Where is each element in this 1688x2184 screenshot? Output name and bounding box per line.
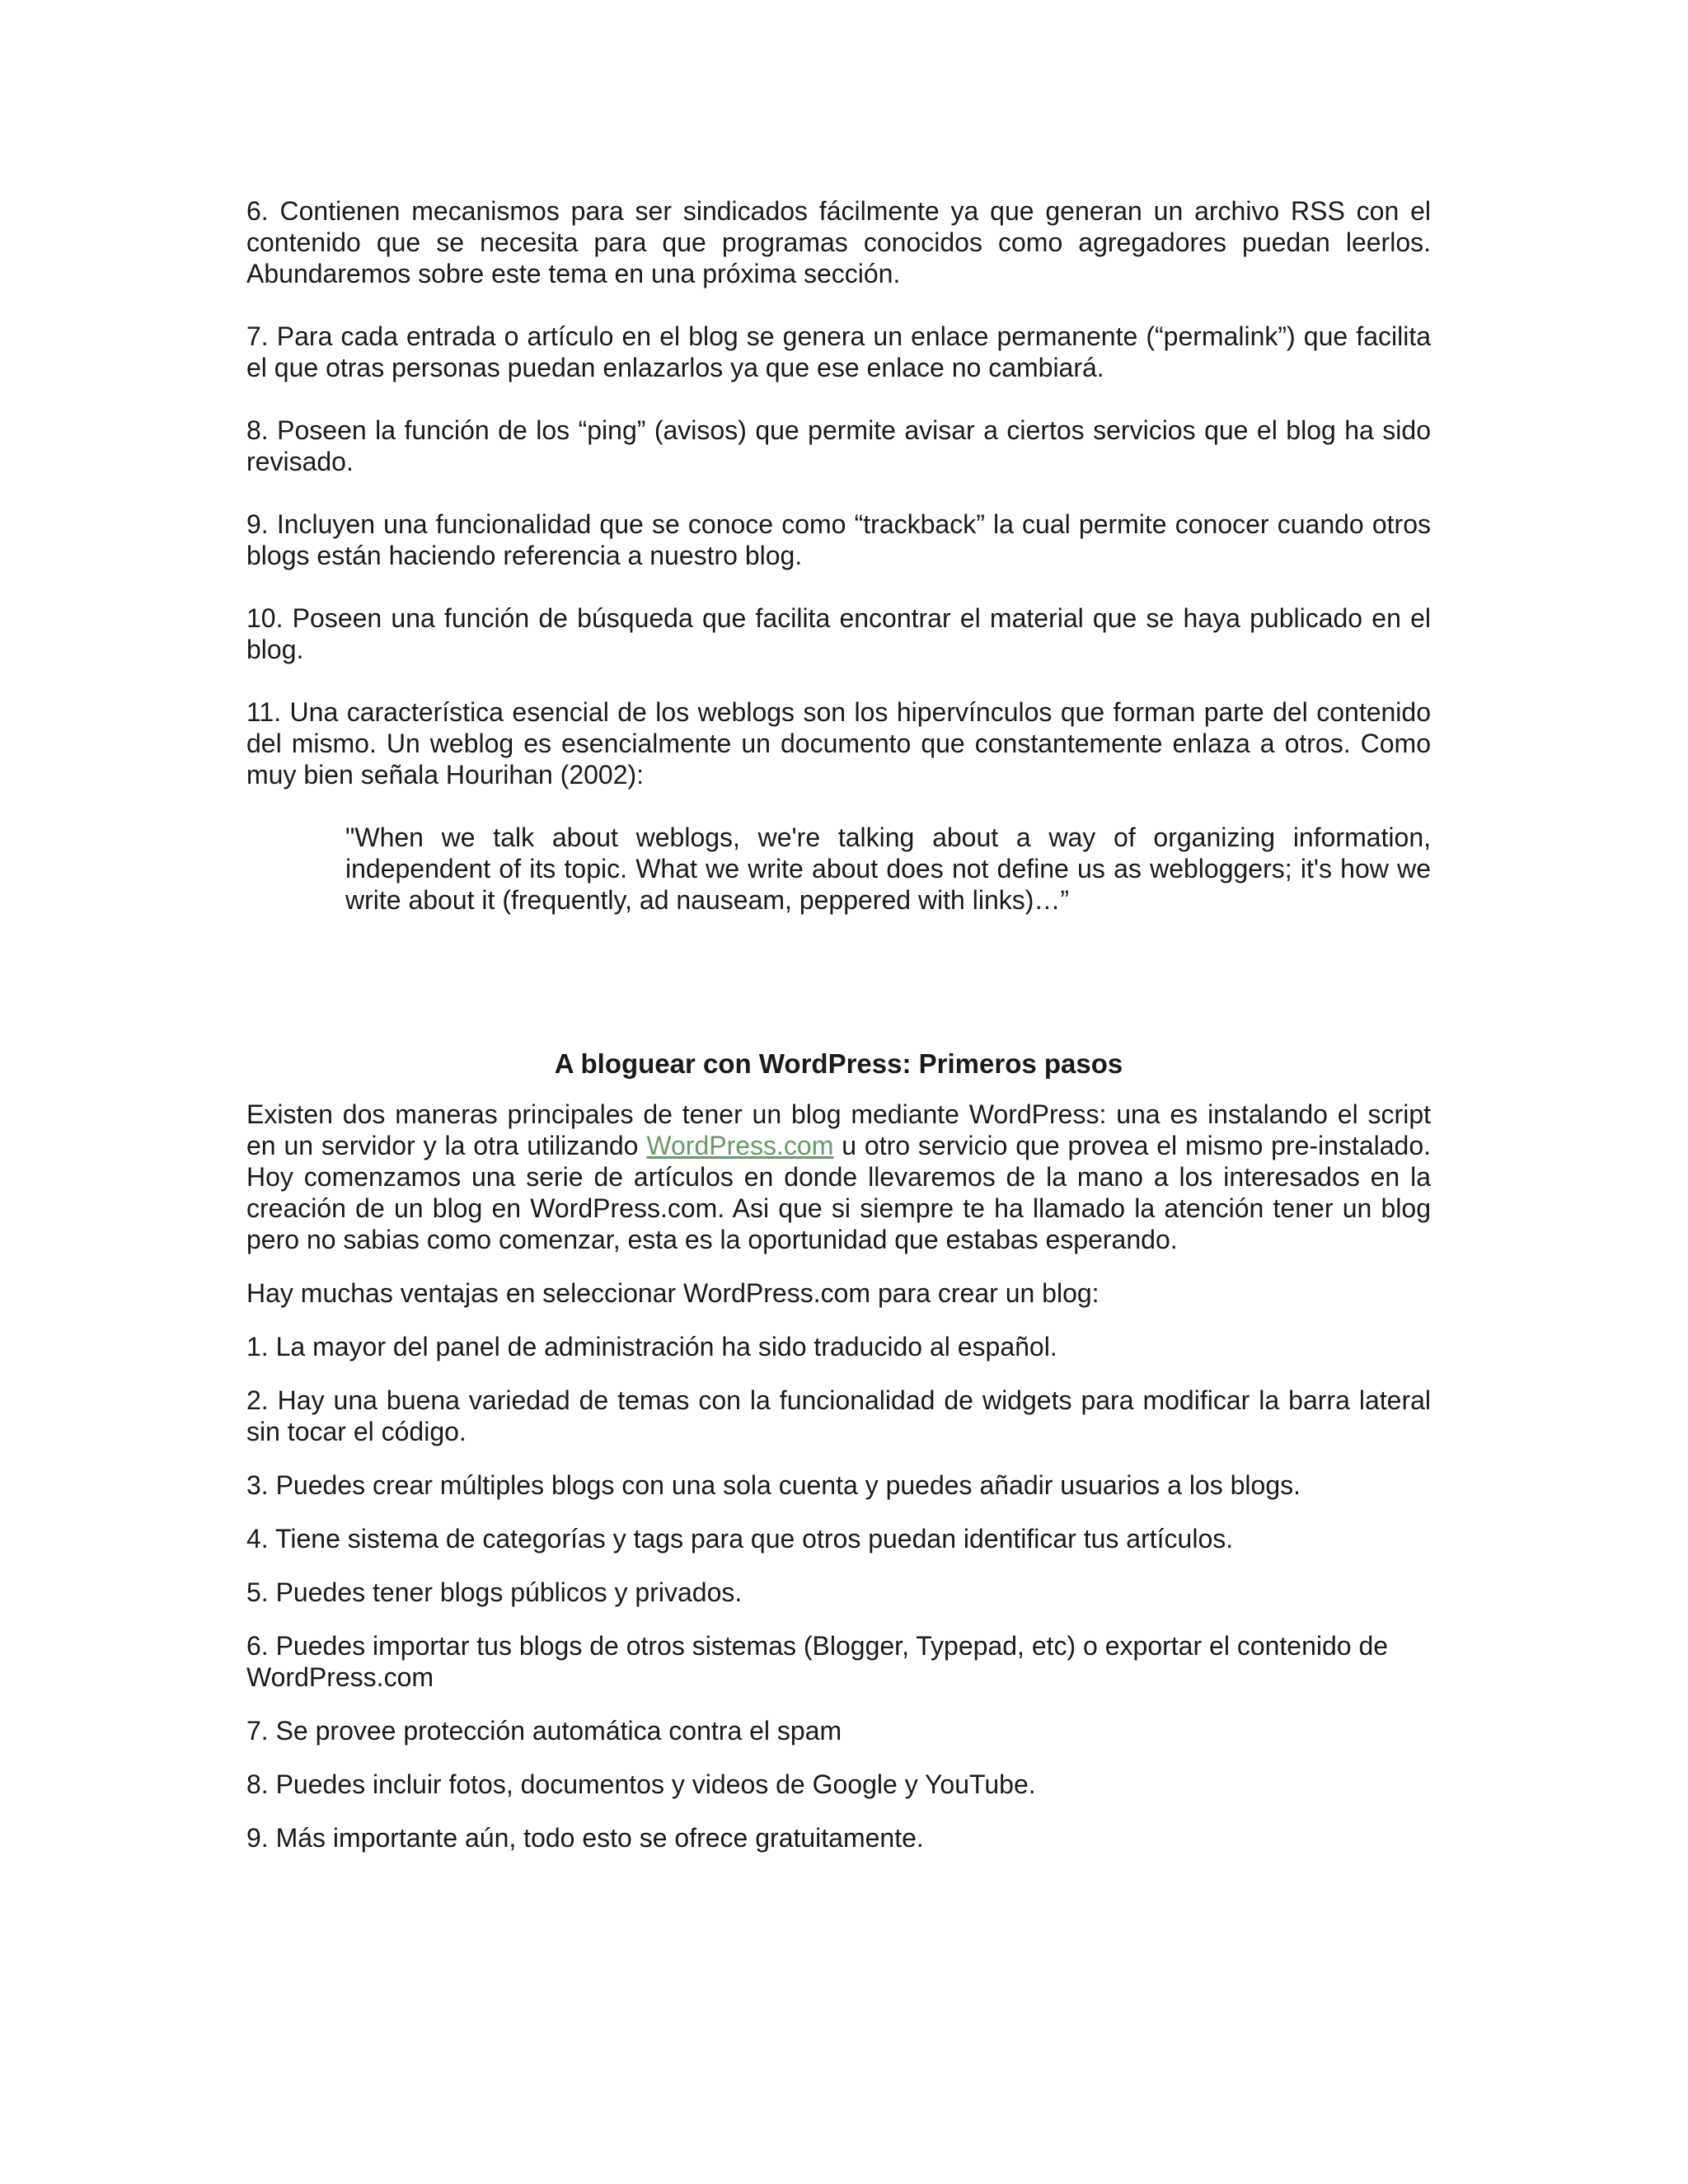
item-11-paragraph: 11. Una característica esencial de los weblogs son los hipervínculos que forman parte del contenido del mismo. Un weblog es esencialmente un documento que constantemente enlaza a otros. Como muy bien señala Hourihan (2002): — [246, 697, 1431, 790]
intro-paragraph — [246, 1099, 1431, 1255]
advantage-item-2: 2. Hay una buena variedad de temas con la funcionalidad de widgets para modificar la barra lateral sin tocar el código. — [246, 1385, 1431, 1446]
advantage-item-4: 4. Tiene sistema de categorías y tags para que otros puedan identificar tus artículos. — [246, 1524, 1234, 1554]
item-6-paragraph: 6. Contienen mecanismos para ser sindicados fácilmente ya que generan un archivo RSS con el contenido que se necesita para que programas conocidos como agregadores puedan leerlos. Abundaremos sobre este tema en una próxima sección. — [246, 196, 1431, 288]
advantage-item-3: 3. Puedes crear múltiples blogs con una sola cuenta y puedes añadir usuarios a los blogs. — [246, 1470, 1301, 1500]
wordpress-link[interactable]: WordPress.com — [646, 1131, 834, 1160]
advantages-lead: Hay muchas ventajas en seleccionar WordPress.com para crear un blog: — [246, 1278, 1100, 1308]
item-8-paragraph: 8. Poseen la función de los “ping” (avisos) que permite avisar a ciertos servicios que el blog ha sido revisado. — [246, 415, 1431, 476]
intro-text-before-link: Existen dos maneras principales de tener un blog mediante WordPress: una es instalando el script en un servidor y la otra utilizando — [246, 1099, 1431, 1160]
advantage-item-8: 8. Puedes incluir fotos, documentos y videos de Google y YouTube. — [246, 1769, 1036, 1799]
section-heading: A bloguear con WordPress: Primeros pasos — [554, 1048, 1123, 1079]
item-10-paragraph: 10. Poseen una función de búsqueda que facilita encontrar el material que se haya publicado en el blog. — [246, 603, 1431, 664]
advantage-item-9: 9. Más importante aún, todo esto se ofrece gratuitamente. — [246, 1823, 924, 1853]
item-7-paragraph: 7. Para cada entrada o artículo en el blog se genera un enlace permanente (“permalink”) que facilita el que otras personas puedan enlazarlos ya que ese enlace no cambiará. — [246, 321, 1431, 382]
advantage-item-6: 6. Puedes importar tus blogs de otros sistemas (Blogger, Typepad, etc) o exportar el contenido de WordPress.com — [246, 1631, 1389, 1692]
hourihan-quote: "When we talk about weblogs, we're talking about a way of organizing information, independent of its topic. What we write about does not define us as webloggers; it's how we write about it (frequently, ad nauseam, peppered with links)…” — [345, 823, 1431, 915]
item-9-paragraph: 9. Incluyen una funcionalidad que se conoce como “trackback” la cual permite conocer cuando otros blogs están haciendo referencia a nuestro blog. — [246, 509, 1431, 570]
advantage-item-5: 5. Puedes tener blogs públicos y privados. — [246, 1577, 743, 1607]
advantage-item-1: 1. La mayor del panel de administración ha sido traducido al español. — [246, 1332, 1057, 1361]
intro-text-after-link: u otro servicio que provea el mismo pre-instalado. Hoy comenzamos una serie de artículos en donde llevaremos de la mano a los interesados en la creación de un blog en WordPress.com. Asi que si siempre te ha llamado la atención tener un blog pero no sabias como comenzar, esta es la oportunidad que estabas esperando. — [246, 1131, 1432, 1254]
advantage-item-7: 7. Se provee protección automática contra el spam — [246, 1716, 842, 1746]
